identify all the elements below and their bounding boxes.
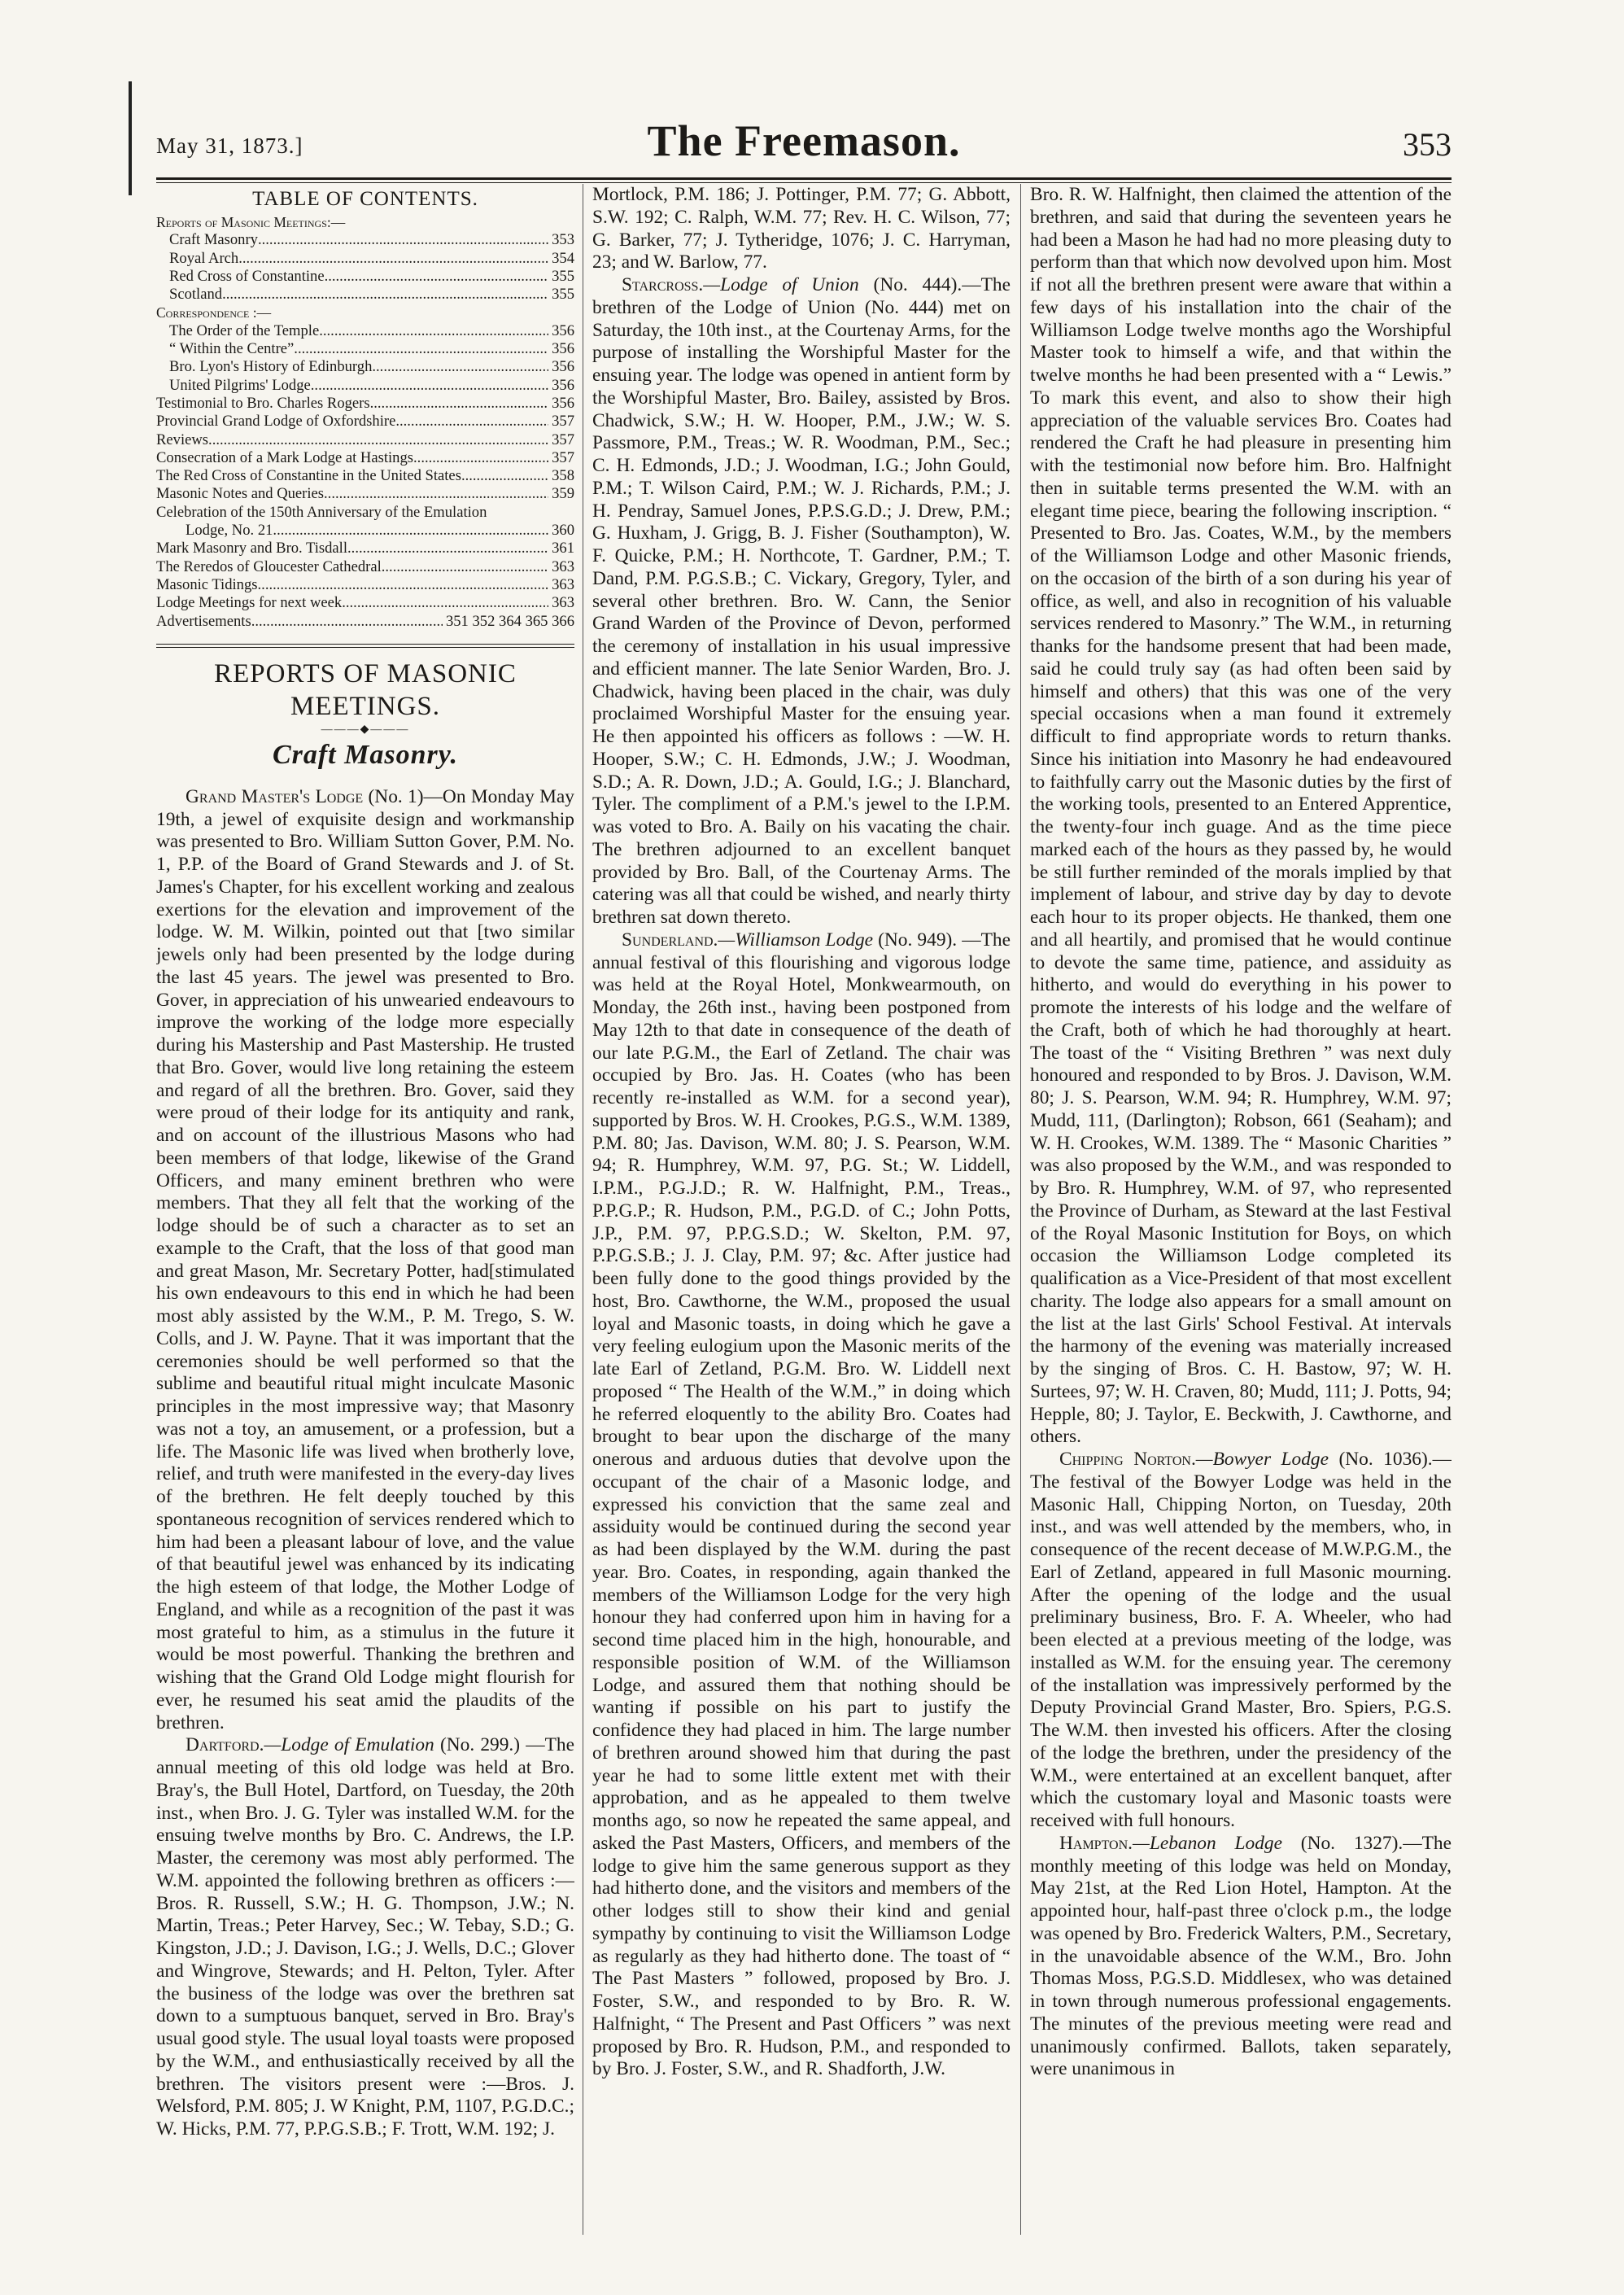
newspaper-title: The Freemason. (647, 116, 961, 165)
article-starcross: Starcross.—Lodge of Union (No. 444).—The brethren of the Lodge of Union (No. 444) met on Saturday, the 10th inst., at the Courtenay Arms, for the purpose of installing the Worshipful Master for the ensuing year. The lodge was opened in antient form by the Worshipful Master, Bro. Bailey, assisted by Bros. Chadwick, S.W.; H. W. Hooper, P.M., J.W.; W. S. Passmore, P.M., Treas.; W. R. Woodman, P.M., Sec.; C. H. Edmonds, J.D.; J. Woodman, I.G.; John Gould, P.M.; T. Wilson Caird, P.M.; W. J. Richards, P.M.; J. H. Pendray, Samuel Jones, P.P.S.G.D.; J. Drew, P.M.; G. Huxham, J. Grigg, B. J. Fisher (Southampton), W. F. Quicke, P.M.; H. Northcote, T. Gardner, P.M.; T. Dand, P.M. P.G.S.B.; C. Vickary, Gregory, Tyler, and several other brethren. Bro. W. Cann, the Senior Grand Warden of the Province of Devon, performed the ceremony of installation in his usual impressive and efficient manner. The late Senior Warden, Bro. J. Chadwick, having been placed in the chair, was duly proclaimed Worshipful Master for the ensuing year. He then appointed his officers as follows : —W. H. Hooper, S.W.; C. H. Edmonds, J.W.; J. Woodman, S.D.; A. R. Down, J.D.; A. Gould, I.G.; J. Blanchard, Tyler. The compliment of a P.M.'s jewel to the I.P.M. was voted to Bro. A. Baily on his vacating the chair. The brethren adjourned to an excellent banquet provided by Bro. Ball, of the Courtenay Arms. The catering was all that could be wished, and nearly thirty brethren sat down thereto. (592, 274, 1011, 928)
toc-entry: Royal Arch ..... 354 (156, 250, 574, 268)
article-dartford: Dartford.—Lodge of Emulation (No. 299.) —The annual meeting of this old lodge was held at Bro. Bray's, the Bull Hotel, Dartford, on Tuesday, the 20th inst., when Bro. J. G. Tyler was installed W.M. for the ensuing twelve months by Bro. C. Andrews, the I.P. Master, the ceremony was most ably performed. The W.M. appointed the following brethren as officers :— Bros. R. Russell, S.W.; H. G. Thompson, J.W.; N. Martin, Treas.; Peter Harvey, Sec.; W. Tebay, S.D.; G. Kingston, J.D.; J. Davison, I.G.; J. Wells, D.C.; Glover and Wingrove, Stewards; and H. Pelton, Tyler. After the business of the lodge was over the brethren sat down to a sumptuous banquet, served in Bro. Bray's usual good style. The usual loyal toasts were proposed by the W.M., and enthusiastically received by all the brethren. The visitors present were :—Bros. J. Welsford, P.M. 805; J. W Knight, P.M, 1107, P.G.D.C.; W. Hicks, P.M. 77, P.P.G.S.B.; F. Trott, W.M. 192; J. (156, 1734, 574, 2140)
toc-entry: Masonic Notes and Queries ..... 359 (156, 485, 574, 503)
binding-mark (129, 81, 132, 195)
article-chipping-norton: Chipping Norton.—Bowyer Lodge (No. 1036).—The festival of the Bowyer Lodge was held in the Masonic Hall, Chipping Norton, on Tuesday, 20th inst., and was well attended by the members, who, in consequence of the recent decease of M.W.P.G.M., the Earl of Zetland, appeared in full Masonic mourning. After the opening of the lodge and the usual preliminary business, Bro. F. A. Wheeler, who had been elected at a previous meeting of the lodge, was installed as W.M. for the ensuing year. The ceremony of the installation was impressively performed by the Deputy Provincial Grand Master, Bro. Spiers, P.G.S. The W.M. then invested his officers. After the closing of the lodge the brethren, under the presidency of the W.M., were entertained at an excellent banquet, after which the customary loyal and Masonic toasts were received with full honours. (1030, 1449, 1452, 1831)
ornament-divider: ―――◆――― (321, 723, 410, 736)
toc-entry: Advertisements ..... 351 352 364 365 366 (156, 613, 574, 631)
toc-entry: Craft Masonry ..... 353 (156, 231, 574, 249)
article-continuation: Bro. R. W. Halfnight, then claimed the attention of the brethren, and said that during the seventeen years he had been a Mason he had had no more pleasing duty to perform than that which now devolved upon him. Most if not all the brethren present were aware that within a few days of his installation into the chair of the Williamson Lodge twelve months ago the Worshipful Master took to himself a wife, and that within the twelve months he had been presented with a “ Lewis.” To mark this event, and also to show their high appreciation of the valuable services Bro. Coates had rendered the Craft he had pleasure in presenting him with the testimonial now before him. Bro. Halfnight then in suitable terms presented the W.M. with an elegant time piece, bearing the following inscription. “ Presented to Bro. Jas. Coates, W.M., by the members of the Williamson Lodge and other Masonic friends, on the occasion of the birth of a son during his year of office, as well, and also in recognition of his valuable services rendered to Masonry.” The W.M., in returning thanks for the handsome present that had been made, said he could truly say (as had often been said by himself and others) that this was one of the very special occasions when a man found it extremely difficult to find appropriate words to return thanks. Since his initiation into Masonry he had endeavoured to faithfully carry out the Masonic duties by the first of the working tools, presented to an Entered Apprentice, the twenty-four inch guage. And as the time piece marked each of the hours as they passed by, he would be still further reminded of the morals implied by that implement of labour, and strive day by day to devote each hour to its proper objects. He thanked, them one and all heartily, and promised that he would continue to devote the same time, patience, and assiduity as hitherto, and would do everything in his power to promote the interests of his lodge and the welfare of the Craft, both of which he had thoroughly at heart. The toast of the “ Visiting Brethren ” was next duly honoured and responded to by Bros. J. Davison, W.M. 80; J. S. Pearson, W.M. 94; R. Humphrey, W.M. 97; Mudd, 111, (Darlington); Robson, 661 (Seaham); and W. H. Crookes, W.M. 1389. The “ Masonic Charities ” was also proposed by the W.M., and was responded to by Bro. R. Humphrey, W.M. of 97, who represented the Province of Durham, as Steward at the last Festival of the Royal Masonic Institution for Boys, on which occasion the Williamson Lodge completed its qualification as a Vice-President of that most excellent charity. The lodge also appears for a small amount on the list at the last Girls' School Festival. At intervals the harmony of the evening was materially increased by the singing of Bros. C. H. Bastow, 97; W. H. Surtees, 97; W. H. Craven, 80; Mudd, 111; J. Potts, 94; Hepple, 80; J. Taylor, E. Beckwith, J. Cawthorne, and others. (1030, 184, 1452, 1448)
toc-entry: Lodge, No. 21 ..... 360 (156, 522, 574, 540)
section-rule (156, 647, 574, 648)
article-hampton: Hampton.—Lebanon Lodge (No. 1327).—The monthly meeting of this lodge was held on Monday, May 21st, at the Red Lion Hotel, Hampton. At the appointed hour, half-past three o'clock p.m., the lodge was opened by Bro. Frederick Walters, P.M., Secretary, in the unavoidable absence of the W.M., Bro. John Thomas Moss, P.G.S.D. Middlesex, who was detained in town through numerous professional engagements. The minutes of the previous meeting were read and unanimously confirmed. Ballots, taken separately, were unanimous in (1030, 1832, 1452, 2080)
toc-entry: Scotland ..... 355 (156, 286, 574, 304)
section-rule (156, 644, 574, 645)
toc-entry: United Pilgrims' Lodge ..... 356 (156, 377, 574, 395)
section-heading: REPORTS OF MASONIC MEETINGS. (214, 658, 517, 721)
article-grand-masters-lodge: Grand Master's Lodge (No. 1)—On Monday May 19th, a jewel of exquisite design and workmanship was presented to Bro. William Sutton Gover, P.M. No. 1, P.P. of the Board of Grand Stewards and J. of St. James's Chapter, for his excellent working and zealous exertions for the elevation and improvement of the lodge. W. M. Wilkin, pointed out that [two similar jewels only had been presented by the lodge during the last 45 years. The jewel was presented to Bro. Gover, in appreciation of his unwearied endeavours to improve the working of the lodge more especially during his Mastership and Past Mastership. He trusted that Bro. Gover, would live long retaining the esteem and regard of all the brethren. Bro. Gover, said they were proud of their lodge for its antiquity and rank, and on account of the illustrious Masons who had been members of that lodge, likewise of the Grand Officers, and many eminent brethren who were members. That they all felt that the working of the lodge should be of such a character as to set an example to the Craft, that the loss of that good man and great Mason, Mr. Secretary Potter, had[stimulated his own endeavours to this end in which he had been most ably assisted by the W.M., P. M. Trego, S. W. Colls, and J. W. Payne. That it was important that the ceremonies should be well performed so that the sublime and beautiful ritual might inculcate Masonic principles in the most impressive way; that Masonry was not a toy, an amusement, or a profession, but a life. The Masonic life was lived when brotherly love, relief, and truth were manifested in the every-day lives of the brethren. He felt deeply touched by this spontaneous recognition of services rendered which to him had been a pleasant labour of love, and the value of that beautiful jewel was enhanced by its indicating the high esteem of that lodge, the Mother Lodge of England, and while as a recognition of the past it was most grateful to him, as a stimulus in the future it would be most powerful. Thanking the brethren and wishing that the Grand Old Lodge might flourish for ever, he resumed his seat amid the plaudits of the brethren. (156, 785, 574, 1733)
column-2 (592, 184, 1011, 2235)
toc-entry: Masonic Tidings ..... 363 (156, 576, 574, 594)
column-1 (156, 184, 574, 2235)
toc-entry: Bro. Lyon's History of Edinburgh ..... 356 (156, 358, 574, 376)
table-of-contents (156, 213, 574, 631)
toc-entry: Lodge Meetings for next week ..... 363 (156, 594, 574, 612)
toc-title: TABLE OF CONTENTS. (252, 188, 478, 210)
toc-entry: Provincial Grand Lodge of Oxfordshire ..... 357 (156, 413, 574, 431)
issue-date: May 31, 1873.] (156, 133, 303, 158)
article-sunderland: Sunderland.—Williamson Lodge (No. 949). —The annual festival of this flourishing and vigorous lodge was held at the Royal Hotel, Monkwearmouth, on Monday, the 26th inst., having been postponed from May 12th to that date in consequence of the death of our late P.G.M., the Earl of Zetland. The chair was occupied by Bro. Jas. H. Coates (who has been recently re-installed as W.M. for a second year), supported by Bros. W. H. Crookes, P.G.S., W.M. 1389, P.M. 80; Jas. Davison, W.M. 80; J. S. Pearson, W.M. 94; R. Humphrey, W.M. 97, P.G. St.; W. Liddell, I.P.M., P.G.J.D.; R. W. Halfnight, P.M., Treas., P.P.G.P.; R. Hudson, P.M., P.G.D. of C.; John Potts, J.P., P.M. 97, P.P.G.S.D.; W. Skelton, P.M. 97, P.P.G.S.B.; J. J. Clay, P.M. 97; &c. After justice had been fully done to the good things provided by the host, Bro. Cawthorne, the W.M., proposed the usual loyal and Masonic toasts, in doing which he gave a very feeling eulogium upon the Masonic merits of the late Earl of Zetland, P.G.M. Bro. W. Liddell next proposed “ The Health of the W.M.,” in doing which he referred eloquently to the ability Bro. Coates had brought to bear upon the discharge of the many onerous and arduous duties that devolve upon the occupant of the chair of a Masonic lodge, and expressed his conviction that the same zeal and assiduity would be continued during the second year as had been displayed by the W.M. during the past year. Bro. Coates, in responding, again thanked the members of the Williamson Lodge for the very high honour they had conferred upon him in having for a second time placed him in the high, honourable, and responsible position of W.M. of the Williamson Lodge, and assured them that nothing should be wanting if possible on his part to justify the confidence they had placed in him. The large number of brethren around showed him that during the past year he had to some little extent met with their approbation, and as he appealed to them twelve months ago, so now he repeated the same appeal, and asked the Past Masters, Officers, and members of the lodge to give him the same generous support as they had hitherto done, and the visitors and members of the other lodges still to show their kind and genial sympathy by continuing to visit the Williamson Lodge as regularly as they had hitherto done. The toast of “ The Past Masters ” followed, proposed by Bro. J. Foster, S.W., and responded to by Bro. R. W. Halfnight, “ The Present and Past Officers ” was next proposed by Bro. R. Hudson, P.M., and responded to by Bro. J. Foster, S.W., and R. Shadforth, J.W. (592, 929, 1011, 2080)
toc-entry: Testimonial to Bro. Charles Rogers ..... 356 (156, 395, 574, 413)
toc-group-heading: Reports of Masonic Meetings:— (156, 214, 346, 230)
column-3 (1030, 184, 1452, 2235)
masthead (156, 116, 1452, 174)
article-continuation: Mortlock, P.M. 186; J. Pottinger, P.M. 77; G. Abbott, S.W. 192; C. Ralph, W.M. 77; Rev. H. C. Wilson, 77; G. Barker, 77; J. Tytheridge, 1076; J. C. Harryman, 23; and W. Barlow, 77. (592, 184, 1011, 273)
masthead-rule (156, 177, 1452, 180)
masthead-rule-thin (156, 182, 1452, 183)
toc-entry: The Reredos of Gloucester Cathedral ..... 363 (156, 558, 574, 576)
toc-entry: “ Within the Centre” ..... 356 (156, 340, 574, 358)
toc-entry: Consecration of a Mark Lodge at Hastings ..... 357 (156, 449, 574, 467)
toc-entry: The Red Cross of Constantine in the United States ..... 358 (156, 467, 574, 485)
toc-entry: Red Cross of Constantine ..... 355 (156, 268, 574, 286)
toc-entry: The Order of the Temple ..... 356 (156, 322, 574, 340)
section-subheading: Craft Masonry. (272, 739, 459, 770)
page-number: 353 (1403, 126, 1452, 163)
toc-entry-line: Celebration of the 150th Anniversary of the Emulation (156, 503, 487, 521)
toc-entry: Mark Masonry and Bro. Tisdall ..... 361 (156, 540, 574, 557)
column-rule (1020, 184, 1021, 2235)
toc-group-heading: Correspondence :— (156, 304, 272, 321)
toc-entry: Reviews ..... 357 (156, 431, 574, 449)
